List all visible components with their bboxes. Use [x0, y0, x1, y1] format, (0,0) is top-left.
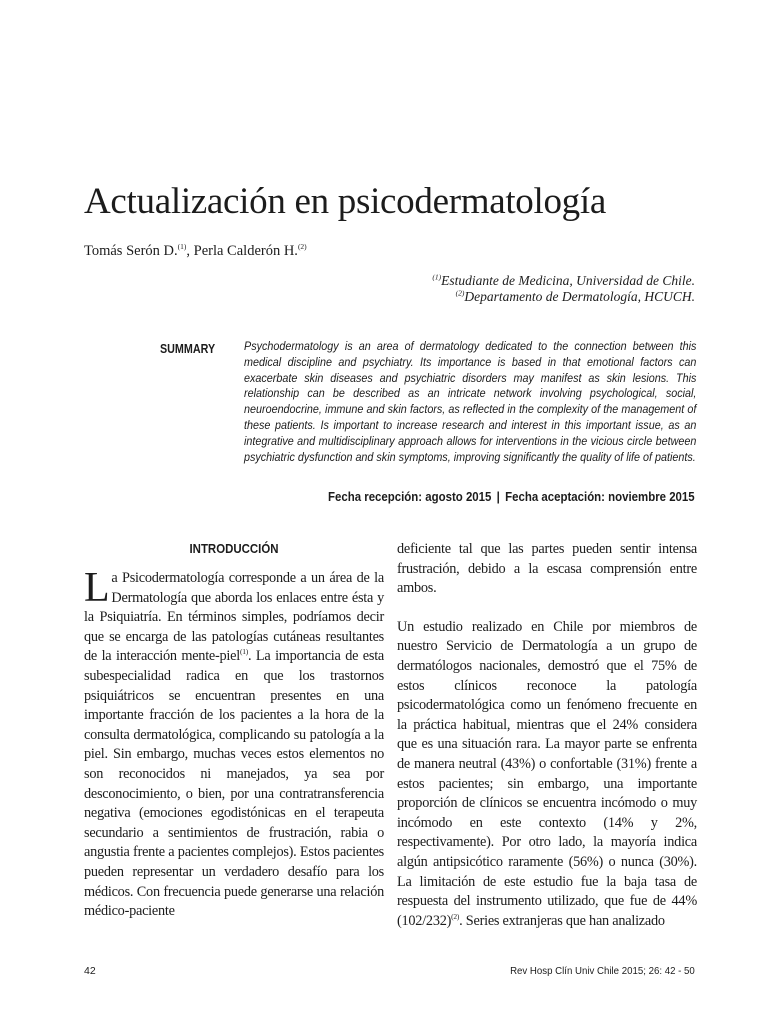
affiliation-line: [432, 289, 695, 305]
affiliations: [432, 273, 695, 305]
drop-cap: L: [84, 565, 110, 611]
affiliation-ref: (1): [432, 272, 442, 282]
submission-dates: [328, 489, 695, 504]
paragraph-continuation: deficiente tal que las partes pueden sentir intensa frustración, debido a la escasa comprensión entre ambos.: [397, 541, 697, 597]
affiliation-ref: (2): [455, 288, 465, 298]
section-heading: INTRODUCCIÓN: [189, 541, 279, 556]
received-date: Fecha recepción: agosto 2015: [328, 489, 492, 504]
summary-block: [244, 339, 764, 465]
accepted-date: Fecha aceptación: noviembre 2015: [505, 489, 695, 504]
paragraph-text: a Psicodermatología corresponde a un área de la Dermatología que aborda los enlaces entre ésta y la Psiquiatría. En términos simples, podríamos decir que se encarga de las patologías cutáneas resultantes de la interacción mente-piel: [84, 570, 384, 665]
journal-citation: Rev Hosp Clín Univ Chile 2015; 26: 42 - 50: [510, 965, 695, 977]
author-affiliation-ref: (2): [297, 242, 307, 252]
study-paragraph: [397, 618, 697, 932]
author-separator: ,: [186, 243, 194, 259]
affiliation-text: Estudiante de Medicina, Universidad de Chile.: [441, 273, 695, 288]
article-title: Actualización en psicodermatología: [84, 181, 606, 222]
summary-label: SUMMARY: [160, 342, 216, 356]
author-affiliation-ref: (1): [177, 242, 187, 252]
left-column: [84, 540, 384, 922]
affiliation-line: [432, 273, 695, 289]
affiliation-text: Departamento de Dermatología, HCUCH.: [464, 289, 695, 304]
citation-ref: (1): [239, 647, 248, 657]
author-name: Tomás Serón D.: [84, 243, 178, 259]
author-name: Perla Calderón H.: [193, 243, 298, 259]
citation-ref: (2): [451, 911, 460, 921]
intro-paragraph: [84, 565, 385, 922]
date-separator: |: [497, 489, 501, 504]
page-number: 42: [84, 965, 96, 977]
right-column: [397, 540, 697, 931]
summary-text: Psychodermatology is an area of dermatology dedicated to the connection between this medical discipline and psychiatry. Its importance is based in that emotional factors can exacerbate skin diseases and psychiatric disorders may manifest as skin lesions. This relationship can be described as an intricate network involving psychological, social, neuroendocrine, immune and skin factors, as reflected in the complexity of the management of these patients. Is important to increase research and interest in this important issue, as an integrative and multidisciplinary approach allows for interventions in the vicious circle between psychiatric dysfunction and skin symptoms, improving significantly the quality of life of patients.: [244, 339, 697, 464]
paragraph-text: . Series extranjeras que han analizado: [459, 912, 665, 929]
paragraph-text: . La importancia de esta subespecialidad radica en que los trastornos psiquiátricos se encuentran presentes en una importante fracción de los pacientes a la hora de la consulta dermatológica, complicando su patología a la piel. Sin embargo, muchas veces estos elementos no son reconocidos ni manejados, ya sea por desconocimiento, o bien, por una contratransferencia negativa (emociones egodistónicas en el terapeuta secundario a sentimientos de frustración, rabia o angustia frente a pacientes complejos). Estos pacientes pueden representar un verdadero desafío para los médicos. Con frecuencia puede generarse una relación médico-paciente: [84, 648, 385, 920]
paragraph-text: Un estudio realizado en Chile por miembros de nuestro Servicio de Dermatología a un grupo de dermatólogos nacionales, demostró que el 75% de estos clínicos reconoce la patología psicodermatológica como un fenómeno frecuente en la práctica habitual, mientras que el 24% considera que es una situación rara. La mayor parte se enfrenta de manera neutral (43%) o confortable (31%) frente a estos pacientes; sin embargo, una importante proporción de clínicos se encuentra incómodo o muy incómodo en este contexto (14% y 2%, respectivamente). Por otro lado, la mayoría indica algún antipsicótico raramente (56%) o nunca (30%). La limitación de este estudio fue la baja tasa de respuesta del instrumento utilizado, que fue de 44% (102/232): [397, 618, 697, 929]
author-line: [84, 243, 307, 260]
